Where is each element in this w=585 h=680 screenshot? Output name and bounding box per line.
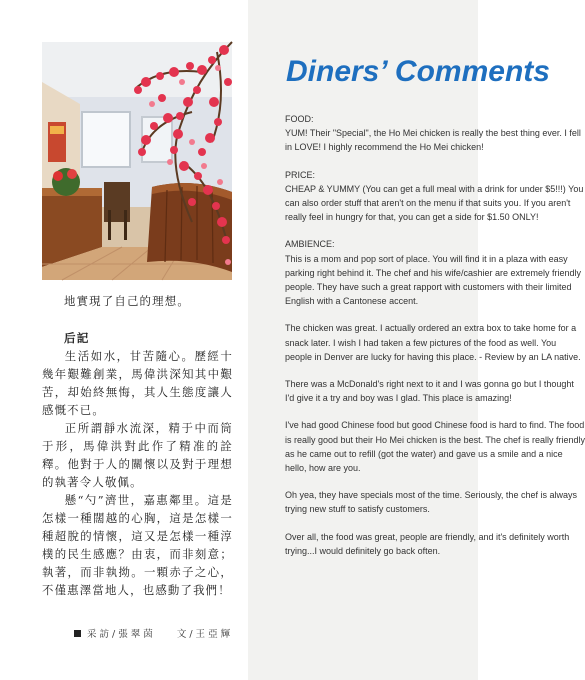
restaurant-interior-photo	[42, 42, 232, 280]
comment-paragraph: I've had good Chinese food but good Chinese food is hard to find. The food is really good but their Ho Mei chicken is the best. The chef is really friendly as he came out to refill (got the water) and gave us a smile and a nice hello, how are you.	[285, 420, 585, 474]
credit-interview: 采 訪 / 張 翠 茵	[87, 629, 153, 640]
credits	[74, 626, 230, 640]
comment-paragraph: The chicken was great. I actually ordered an extra box to take home for a snack later. I wish I had taken a few pictures of the food as well. You people in Denver are lucky for having this place. - Review by an LA native.	[285, 323, 581, 362]
section-label-price: PRICE:	[285, 169, 316, 180]
comment-paragraph: This is a mom and pop sort of place. You will find it in a plaza with easy parking right behind it. The chef and his wife/cashier are extremely friendly people. They have such a great rapport with customers with their limited English with a Cantonese accent.	[285, 253, 581, 307]
afterword-paragraph: 正所謂靜水流深，精于中而筒于形，馬偉洪對此作了精准的詮釋。他對于人的關懷以及對于理想的執著令人敬佩。	[42, 421, 233, 489]
comment-paragraph: Over all, the food was great, people are friendly, and it's definitely worth trying...I would definitely go back often.	[285, 531, 570, 556]
right-page	[248, 0, 585, 680]
comment-paragraph: There was a McDonald's right next to it and I was gonna go but I thought I'd give it a try and boy was I glad. This place is amazing!	[285, 379, 574, 404]
comment-paragraph: Oh yea, they have specials most of the time. Seriously, the chef is always trying new stuff to satisfy customers.	[285, 490, 577, 515]
afterword-paragraph: 生活如水，甘苦隨心。歷經十幾年艱難創業，馬偉洪深知其中艱苦，却始終無悔，其人生態度讓人感慨不已。	[42, 349, 233, 417]
bullet-square-icon	[74, 630, 81, 637]
comment-paragraph: CHEAP & YUMMY (You can get a full meal with a drink for under $5!!!) You can also order stuff that aren't on the menu if that suits you. If you aren't really feel in hungry for that, you can get a side for $1.50 ONLY!	[285, 183, 584, 223]
section-label-ambience: AMBIENCE:	[285, 239, 335, 250]
section-label-food: FOOD:	[285, 114, 314, 124]
comment-paragraph: YUM! Their "Special", the Ho Mei chicken is really the best thing ever. I fell in LOVE! I highly recommend the Ho Mei chicken!	[285, 128, 581, 153]
restaurant-interior-illustration	[42, 42, 232, 280]
credit-author: 文 / 王 亞 輝	[176, 629, 231, 640]
afterword-body	[42, 347, 233, 599]
intro-line: 地實現了自己的理想。	[64, 294, 190, 308]
comments-body	[285, 112, 585, 571]
left-page	[0, 0, 248, 680]
afterword-paragraph: 懸“勺”濟世，嘉惠鄰里。這是怎樣一種闊越的心胸，這是怎樣一種超脫的情懷，這又是怎樣一種淳樸的民生感應？由衷，而非刻意；執著，而非執拗。一顆赤子之心，不僅惠澤當地人，也感動了我們！	[42, 493, 233, 597]
afterword-heading: 后記	[64, 331, 90, 345]
page-title: Diners’ Comments	[286, 55, 550, 88]
